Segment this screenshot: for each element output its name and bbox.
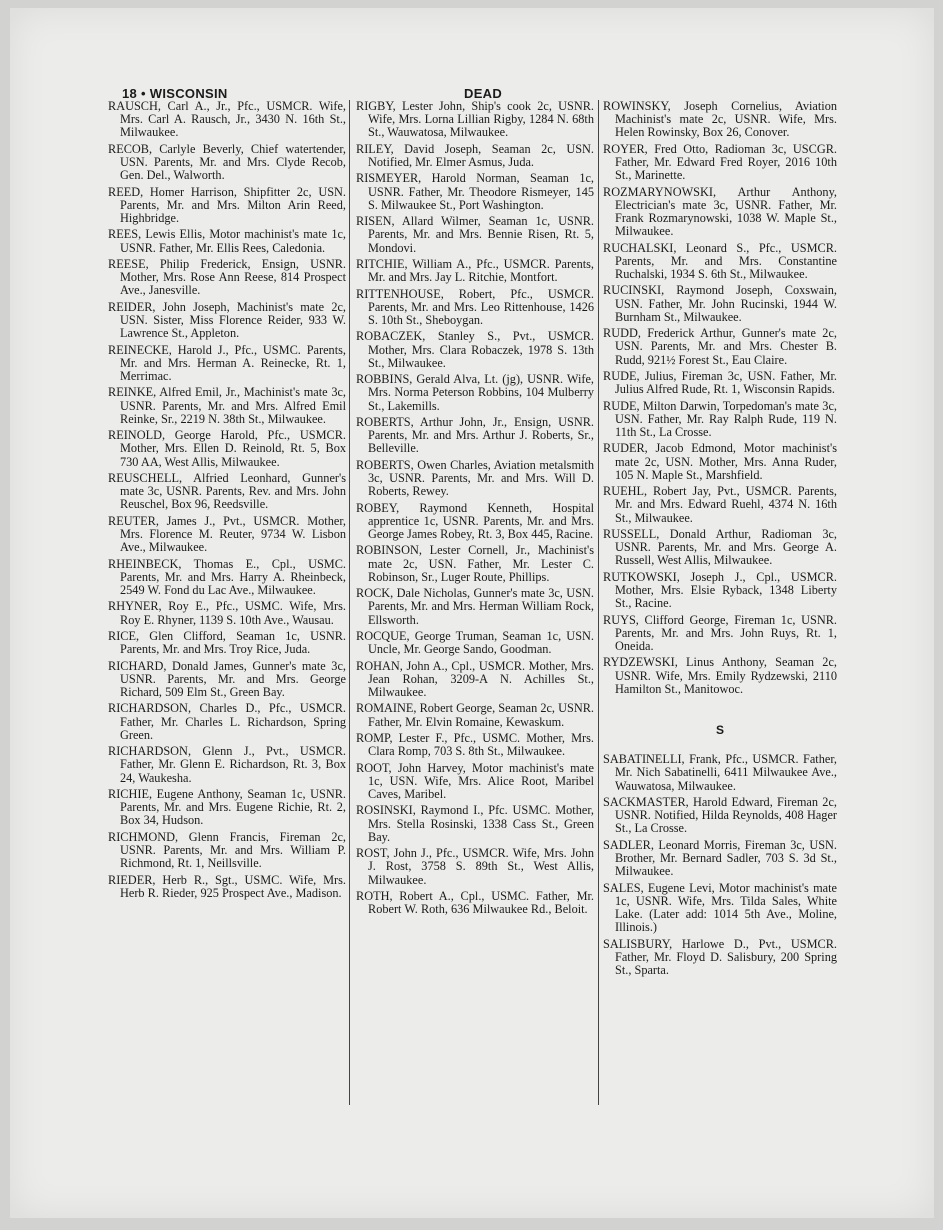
casualty-entry: ROBERTS, Arthur John, Jr., Ensign, USNR. Parents, Mr. and Mrs. Arthur J. Roberts, Sr., Belleville. <box>356 414 594 456</box>
casualty-entry: ROYER, Fred Otto, Radioman 3c, USCGR. Father, Mr. Edward Fred Royer, 2016 10th St., Marinette. <box>603 141 837 183</box>
casualty-entry: RUSSELL, Donald Arthur, Radioman 3c, USNR. Parents, Mr. and Mrs. George A. Russell, West Allis, Milwaukee. <box>603 526 837 568</box>
casualty-entry: RAUSCH, Carl A., Jr., Pfc., USMCR. Wife, Mrs. Carl A. Rausch, Jr., 3430 N. 16th St., Milwaukee. <box>108 99 346 140</box>
casualty-entry: ROWINSKY, Joseph Cornelius, Aviation Machinist's mate 2c, USNR. Wife, Mrs. Helen Rowinsky, Box 26, Conover. <box>603 99 837 140</box>
casualty-entry: ROCK, Dale Nicholas, Gunner's mate 3c, USN. Parents, Mr. and Mrs. Herman William Rock, Ellsworth. <box>356 586 594 627</box>
state-name: WISCONSIN <box>149 86 228 101</box>
casualty-entry: REUSCHELL, Alfried Leonhard, Gunner's mate 3c, USNR. Parents, Rev. and Mrs. John Reuschel, Box 96, Reedsville. <box>108 470 346 512</box>
casualty-entry: ROST, John J., Pfc., USMCR. Wife, Mrs. John J. Rost, 3758 S. 89th St., West Allis, Milwaukee. <box>356 846 594 887</box>
casualty-entry: RIEDER, Herb R., Sgt., USMC. Wife, Mrs. Herb R. Rieder, 925 Prospect Ave., Madison. <box>108 872 346 900</box>
casualty-entry: ROBINSON, Lester Cornell, Jr., Machinist's mate 2c, USN. Father, Mr. Lester C. Robinson, Sr., Luger Route, Phillips. <box>356 543 594 584</box>
casualty-entry: ROCQUE, George Truman, Seaman 1c, USN. Uncle, Mr. George Sando, Goodman. <box>356 628 594 657</box>
column-divider <box>598 100 599 1105</box>
casualty-entry: ROBERTS, Owen Charles, Aviation metalsmith 3c, USNR. Parents, Mr. and Mrs. Will D. Roberts, Rewey. <box>356 457 594 499</box>
casualty-entry: RILEY, David Joseph, Seaman 2c, USN. Notified, Mr. Elmer Asmus, Juda. <box>356 141 594 169</box>
casualty-entry: ROTH, Robert A., Cpl., USMC. Father, Mr. Robert W. Roth, 636 Milwaukee Rd., Beloit. <box>356 888 594 917</box>
casualty-entry: RICHARDSON, Glenn J., Pvt., USMCR. Father, Mr. Glenn E. Richardson, Rt. 3, Box 24, Waukesha. <box>108 744 346 785</box>
casualty-entry: SACKMASTER, Harold Edward, Fireman 2c, USNR. Notified, Hilda Reynolds, 408 Hager St., La Crosse. <box>603 794 837 836</box>
casualty-entry: SADLER, Leonard Morris, Fireman 3c, USN. Brother, Mr. Bernard Sadler, 703 S. 3d St., Milwaukee. <box>603 837 837 879</box>
casualty-entry: RUEHL, Robert Jay, Pvt., USMCR. Parents, Mr. and Mrs. Edward Ruehl, 4374 N. 16th St., Milwaukee. <box>603 484 837 525</box>
column-1 <box>108 100 346 903</box>
casualty-entry: RISEN, Allard Wilmer, Seaman 1c, USNR. Parents, Mr. and Mrs. Bennie Risen, Rt. 5, Mondovi. <box>356 214 594 255</box>
casualty-entry: REIDER, John Joseph, Machinist's mate 2c, USN. Sister, Miss Florence Reider, 933 W. Lawrence St., Appleton. <box>108 299 346 341</box>
casualty-entry: SALISBURY, Harlowe D., Pvt., USMCR. Father, Mr. Floyd D. Salisbury, 200 Spring St., Sparta. <box>603 936 837 977</box>
casualty-entry: RICHMOND, Glenn Francis, Fireman 2c, USNR. Parents, Mr. and Mrs. William P. Richmond, Rt. 1, Neillsville. <box>108 829 346 871</box>
casualty-entry: REINOLD, George Harold, Pfc., USMCR. Mother, Mrs. Ellen D. Reinold, Rt. 5, Box 730 AA, West Allis, Milwaukee. <box>108 428 346 469</box>
casualty-entry: RICHIE, Eugene Anthony, Seaman 1c, USNR. Parents, Mr. and Mrs. Eugene Richie, Rt. 2, Box 34, Hudson. <box>108 786 346 828</box>
casualty-entry: ROBACZEK, Stanley S., Pvt., USMCR. Mother, Mrs. Clara Robaczek, 1978 S. 13th St., Milwaukee. <box>356 329 594 370</box>
casualty-entry: REES, Lewis Ellis, Motor machinist's mate 1c, USNR. Father, Mr. Ellis Rees, Caledonia. <box>108 227 346 255</box>
casualty-entry: RICHARDSON, Charles D., Pfc., USMCR. Father, Mr. Charles L. Richardson, Spring Green. <box>108 701 346 742</box>
casualty-entry: ROZMARYNOWSKI, Arthur Anthony, Electrician's mate 3c, USNR. Father, Mr. Frank Rozmarynowski, 1038 W. Maple St., Milwaukee. <box>603 184 837 239</box>
section-letter: S <box>715 722 724 737</box>
casualty-entry: ROMP, Lester F., Pfc., USMC. Mother, Mrs. Clara Romp, 703 S. 8th St., Milwaukee. <box>356 730 594 759</box>
casualty-entry: REED, Homer Harrison, Shipfitter 2c, USN. Parents, Mr. and Mrs. Milton Arin Reed, Highbridge. <box>108 184 346 225</box>
casualty-entry: ROSINSKI, Raymond I., Pfc. USMC. Mother, Mrs. Stella Rosinski, 1338 Cass St., Green Bay. <box>356 803 594 844</box>
casualty-entry: RUCHALSKI, Leonard S., Pfc., USMCR. Parents, Mr. and Mrs. Constantine Ruchalski, 1934 S. 6th St., Milwaukee. <box>603 240 837 281</box>
casualty-entry: RUYS, Clifford George, Fireman 1c, USNR. Parents, Mr. and Mrs. John Ruys, Rt. 1, Oneida. <box>603 612 837 653</box>
casualty-entry: RUDER, Jacob Edmond, Motor machinist's mate 2c, USN. Mother, Mrs. Anna Ruder, 105 N. Maple St., Marshfield. <box>603 441 837 482</box>
casualty-entry: RECOB, Carlyle Beverly, Chief watertender, USN. Parents, Mr. and Mrs. Clyde Recob, Gen. Del., Walworth. <box>108 141 346 183</box>
casualty-entry: RHEINBECK, Thomas E., Cpl., USMC. Parents, Mr. and Mrs. Harry A. Rheinbeck, 2549 W. Fond du Lac Ave., Milwaukee. <box>108 556 346 597</box>
casualty-entry: REUTER, James J., Pvt., USMCR. Mother, Mrs. Florence M. Reuter, 9734 W. Lisbon Ave., Milwaukee. <box>108 513 346 555</box>
column-2 <box>356 100 594 920</box>
casualty-entry: REESE, Philip Frederick, Ensign, USNR. Mother, Mrs. Rose Ann Reese, 814 Prospect Ave., Janesville. <box>108 256 346 298</box>
casualty-entry: RICE, Glen Clifford, Seaman 1c, USNR. Parents, Mr. and Mrs. Troy Rice, Juda. <box>108 628 346 657</box>
casualty-entry: SALES, Eugene Levi, Motor machinist's mate 1c, USNR. Wife, Mrs. Tilda Sales, White Lake. (Later add: 1014 5th Ave., Moline, Illinois.) <box>603 880 837 935</box>
casualty-entry: RISMEYER, Harold Norman, Seaman 1c, USNR. Father, Mr. Theodore Rismeyer, 145 S. Milwaukee St., Port Washington. <box>356 171 594 212</box>
casualty-entry: ROOT, John Harvey, Motor machinist's mate 1c, USN. Wife, Mrs. Alice Root, Maribel Caves, Maribel. <box>356 760 594 801</box>
column-3 <box>603 100 837 980</box>
casualty-entry: ROBEY, Raymond Kenneth, Hospital apprentice 1c, USNR. Parents, Mr. and Mrs. George James Robey, Rt. 3, Box 445, Racine. <box>356 500 594 541</box>
page-number: 18 <box>122 86 138 101</box>
casualty-entry: RUDD, Frederick Arthur, Gunner's mate 2c, USN. Parents, Mr. and Mrs. Chester B. Rudd, 921½ Forest St., Eau Claire. <box>603 326 837 367</box>
casualty-entry: RITCHIE, William A., Pfc., USMCR. Parents, Mr. and Mrs. Jay L. Ritchie, Montfort. <box>356 256 594 285</box>
casualty-entry: SABATINELLI, Frank, Pfc., USMCR. Father, Mr. Nich Sabatinelli, 6411 Milwaukee Ave., Wauwatosa, Milwaukee. <box>603 752 837 793</box>
casualty-entry: RUTKOWSKI, Joseph J., Cpl., USMCR. Mother, Mrs. Elsie Ryback, 1348 Liberty St., Racine. <box>603 569 837 611</box>
casualty-entry: REINECKE, Harold J., Pfc., USMC. Parents, Mr. and Mrs. Herman A. Reinecke, Rt. 1, Merrimac. <box>108 342 346 383</box>
column-divider <box>349 100 350 1105</box>
casualty-entry: RUCINSKI, Raymond Joseph, Coxswain, USN. Father, Mr. John Rucinski, 1944 W. Burnham St., Milwaukee. <box>603 283 837 324</box>
casualty-entry: RHYNER, Roy E., Pfc., USMC. Wife, Mrs. Roy E. Rhyner, 1139 S. 10th Ave., Wausau. <box>108 599 346 627</box>
casualty-entry: RIGBY, Lester John, Ship's cook 2c, USNR. Wife, Mrs. Lorna Lillian Rigby, 1284 N. 68th St., Wauwatosa, Milwaukee. <box>356 99 594 140</box>
casualty-entry: ROMAINE, Robert George, Seaman 2c, USNR. Father, Mr. Elvin Romaine, Kewaskum. <box>356 701 594 729</box>
casualty-entry: REINKE, Alfred Emil, Jr., Machinist's mate 3c, USNR. Parents, Mr. and Mrs. Alfred Emil Reinke, Sr., 2219 N. 38th St., Milwaukee. <box>108 385 346 426</box>
casualty-entry: RITTENHOUSE, Robert, Pfc., USMCR. Parents, Mr. and Mrs. Leo Rittenhouse, 1426 S. 10th St., Sheboygan. <box>356 286 594 327</box>
bullet-separator: • <box>140 86 146 101</box>
casualty-entry: RYDZEWSKI, Linus Anthony, Seaman 2c, USNR. Wife, Mrs. Emily Rydzewski, 2110 Hamilton St., Manitowoc. <box>603 655 837 696</box>
casualty-entry: RICHARD, Donald James, Gunner's mate 3c, USNR. Parents, Mr. and Mrs. George Richard, 509 Elm St., Green Bay. <box>108 658 346 699</box>
casualty-entry: ROBBINS, Gerald Alva, Lt. (jg), USNR. Wife, Mrs. Norma Peterson Robbins, 104 Mulberry St., Lakemills. <box>356 372 594 413</box>
casualty-entry: ROHAN, John A., Cpl., USMCR. Mother, Mrs. Jean Rohan, 3209-A N. Achilles St., Milwaukee. <box>356 658 594 699</box>
casualty-entry: RUDE, Milton Darwin, Torpedoman's mate 3c, USN. Father, Mr. Ray Ralph Rude, 119 N. 11th St., La Crosse. <box>603 398 837 439</box>
category-heading: DEAD <box>464 86 503 101</box>
casualty-entry: RUDE, Julius, Fireman 3c, USN. Father, Mr. Julius Alfred Rude, Rt. 1, Wisconsin Rapids. <box>603 368 837 397</box>
